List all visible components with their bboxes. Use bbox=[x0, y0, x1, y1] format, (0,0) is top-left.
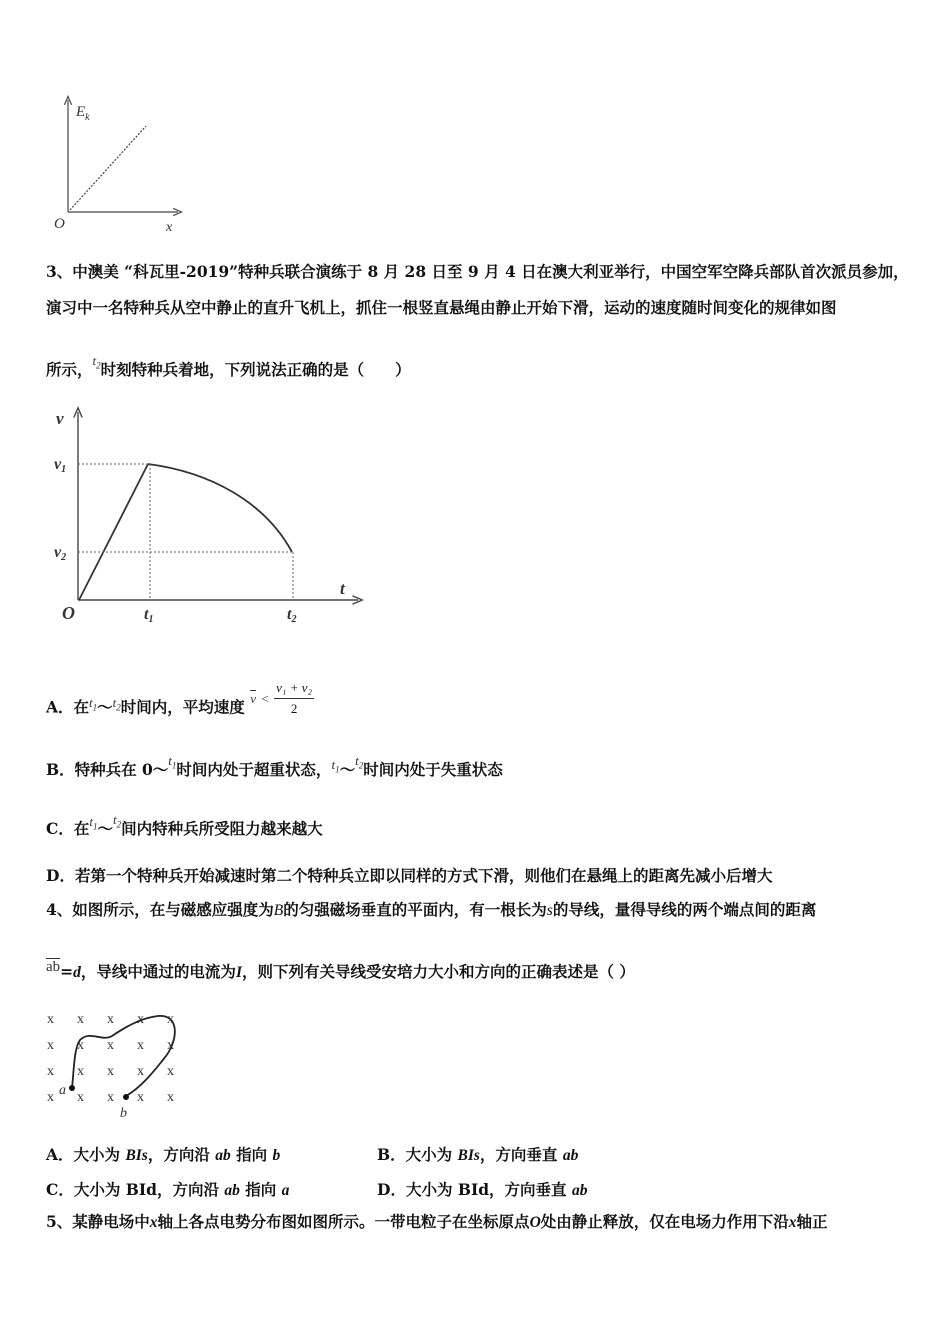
q5-line1: 5、某静电场中x轴上各点电势分布图如图所示。一带电粒子在坐标原点O处由静止释放，仅在电场力作用下沿x轴正 bbox=[46, 1212, 828, 1231]
t2-label: t2 bbox=[287, 606, 297, 625]
v1-label: v1 bbox=[54, 456, 67, 475]
ek-line bbox=[70, 126, 146, 210]
field-mark-0-4: x bbox=[167, 1012, 174, 1027]
field-mark-3-2: x bbox=[107, 1090, 114, 1105]
average-fraction: $\frac{\text{v₁ + v₂}}{2}$ bbox=[276, 680, 313, 716]
field-mark-1-1: x bbox=[77, 1038, 84, 1053]
xlabel: x bbox=[166, 220, 173, 235]
q4-option-a: A．大小为 BIs，方向沿 ab 指向 b bbox=[46, 1145, 281, 1164]
field-mark-2-3: x bbox=[137, 1064, 144, 1079]
q4-option-d: D．大小为 BId，方向垂直 ab bbox=[377, 1180, 588, 1199]
field-mark-3-0: x bbox=[47, 1090, 54, 1105]
field-mark-1-4: x bbox=[167, 1038, 174, 1053]
field-mark-0-1: x bbox=[77, 1012, 84, 1027]
magnetic-field-figure bbox=[40, 1000, 190, 1125]
q3-option-c: C．在$^{t_1}$～$^{t_2}$间内特种兵所受阻力越来越大 bbox=[46, 812, 323, 838]
v-label: v bbox=[56, 409, 64, 428]
field-mark-3-4: x bbox=[167, 1090, 174, 1105]
field-mark-1-0: x bbox=[47, 1038, 54, 1053]
point-b-dot bbox=[123, 1094, 129, 1100]
point-a-dot bbox=[69, 1085, 75, 1091]
q4-line1: 4、如图所示，在与磁感应强度为B的匀强磁场垂直的平面内，有一根长为s的导线，量得导线的两个端点间的距离 bbox=[46, 900, 817, 919]
q3-line1: 3、中澳美 “科瓦里-2019”特种兵联合演练于 8 月 28 日至 9 月 4 日在澳大利亚举行，中国空军空降兵部队首次派员参加， bbox=[46, 262, 909, 281]
accel-segment bbox=[79, 464, 148, 600]
q3-line3: 所示，$^{t_2}$时刻特种兵着地，下列说法正确的是（ ） bbox=[46, 353, 411, 379]
ab-overline: $\overline{ab}$ bbox=[46, 959, 61, 975]
t-label: t bbox=[340, 579, 345, 598]
t1-label: t1 bbox=[144, 606, 154, 625]
decel-curve bbox=[148, 464, 292, 552]
point-b-label: b bbox=[120, 1106, 127, 1121]
field-mark-1-2: x bbox=[107, 1038, 114, 1053]
v2-label: v2 bbox=[54, 544, 67, 563]
origin-label: O bbox=[62, 603, 75, 623]
origin-label: O bbox=[54, 216, 65, 232]
q3-option-a: A．在$^{t_1}$～$^{t_2}$时间内，平均速度 $^{\overline{v}}$ < $\frac{\text{v₁ + v₂}}{2}$ bbox=[46, 688, 314, 729]
q4-line2: $\overline{ab}=d$，导线中通过的电流为I，则下列有关导线受安培力大小和方向的正确表述是（ ） bbox=[46, 959, 635, 981]
field-mark-0-3: x bbox=[137, 1012, 144, 1027]
field-mark-2-4: x bbox=[167, 1064, 174, 1079]
field-mark-2-0: x bbox=[47, 1064, 54, 1079]
field-mark-2-2: x bbox=[107, 1064, 114, 1079]
field-mark-0-0: x bbox=[47, 1012, 54, 1027]
q3-line2: 演习中一名特种兵从空中静止的直升飞机上，抓住一根竖直悬绳由静止开始下滑，运动的速度随时间变化的规律如图 bbox=[46, 298, 837, 317]
field-mark-3-1: x bbox=[77, 1090, 84, 1105]
q4-option-b: B．大小为 BIs，方向垂直 ab bbox=[377, 1145, 579, 1164]
field-mark-2-1: x bbox=[77, 1064, 84, 1079]
field-mark-0-2: x bbox=[107, 1012, 114, 1027]
q3-option-d: D．若第一个特种兵开始减速时第二个特种兵立即以同样的方式下滑，则他们在悬绳上的距离先减小后增大 bbox=[46, 866, 773, 885]
field-mark-1-3: x bbox=[137, 1038, 144, 1053]
point-a-label: a bbox=[59, 1083, 66, 1098]
ylabel: $E_k$ bbox=[76, 104, 90, 123]
v-t-graph bbox=[40, 402, 370, 634]
wire-path bbox=[72, 1016, 175, 1096]
q3-option-b: B．特种兵在 0～$^{t_1}$时间内处于超重状态，$^{t_1}$～$^{t_2}$时间内处于失重状态 bbox=[46, 753, 503, 779]
ek-x-graph bbox=[40, 92, 190, 237]
q4-option-c: C．大小为 BId，方向沿 ab 指向 a bbox=[46, 1180, 290, 1199]
field-mark-3-3: x bbox=[137, 1090, 144, 1105]
